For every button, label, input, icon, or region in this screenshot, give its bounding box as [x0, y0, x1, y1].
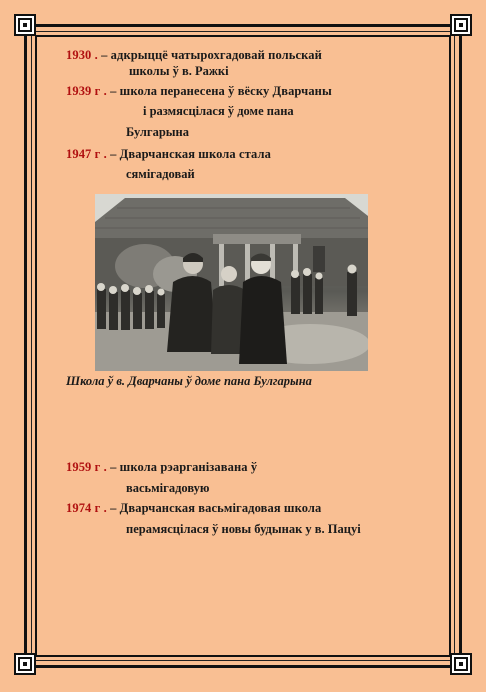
entry-text: – школа перанесена ў вёску Дварчаны	[110, 84, 332, 98]
entry-1939	[66, 81, 332, 101]
corner-ornament-top-right	[450, 14, 472, 36]
historical-school-photo	[95, 194, 368, 371]
entry-continuation: школы ў в. Ражкі	[129, 64, 229, 78]
corner-ornament-bottom-right	[450, 653, 472, 675]
photo-caption: Школа ў в. Дварчаны ў доме пана Булгарына	[66, 374, 312, 388]
entry-year: 1930 .	[66, 48, 98, 62]
corner-ornament-top-left	[14, 14, 36, 36]
entry-text: – Дварчанская васьмігадовая школа	[110, 501, 322, 515]
corner-ornament-bottom-left	[14, 653, 36, 675]
entry-continuation: і размясцілася ў доме пана	[143, 104, 294, 118]
entry-year: 1947 г .	[66, 147, 107, 161]
entry-continuation: перамясцілася ў новы будынак у в. Пацуі	[126, 522, 361, 536]
entry-continuation: васьмігадовую	[126, 481, 210, 495]
entry-year: 1959 г .	[66, 460, 107, 474]
entry-1974	[66, 498, 321, 518]
entry-text: – Дварчанская школа стала	[110, 147, 271, 161]
entry-1959	[66, 457, 257, 477]
entry-text: – школа рэарганізавана ў	[110, 460, 258, 474]
entry-1947	[66, 144, 271, 164]
entry-text: – адкрыццё чатырохгадовай польскай	[101, 48, 322, 62]
entry-continuation: Булгарына	[126, 125, 189, 139]
entry-continuation: сямігадовай	[126, 167, 195, 181]
entry-year: 1974 г .	[66, 501, 107, 515]
entry-year: 1939 г .	[66, 84, 107, 98]
